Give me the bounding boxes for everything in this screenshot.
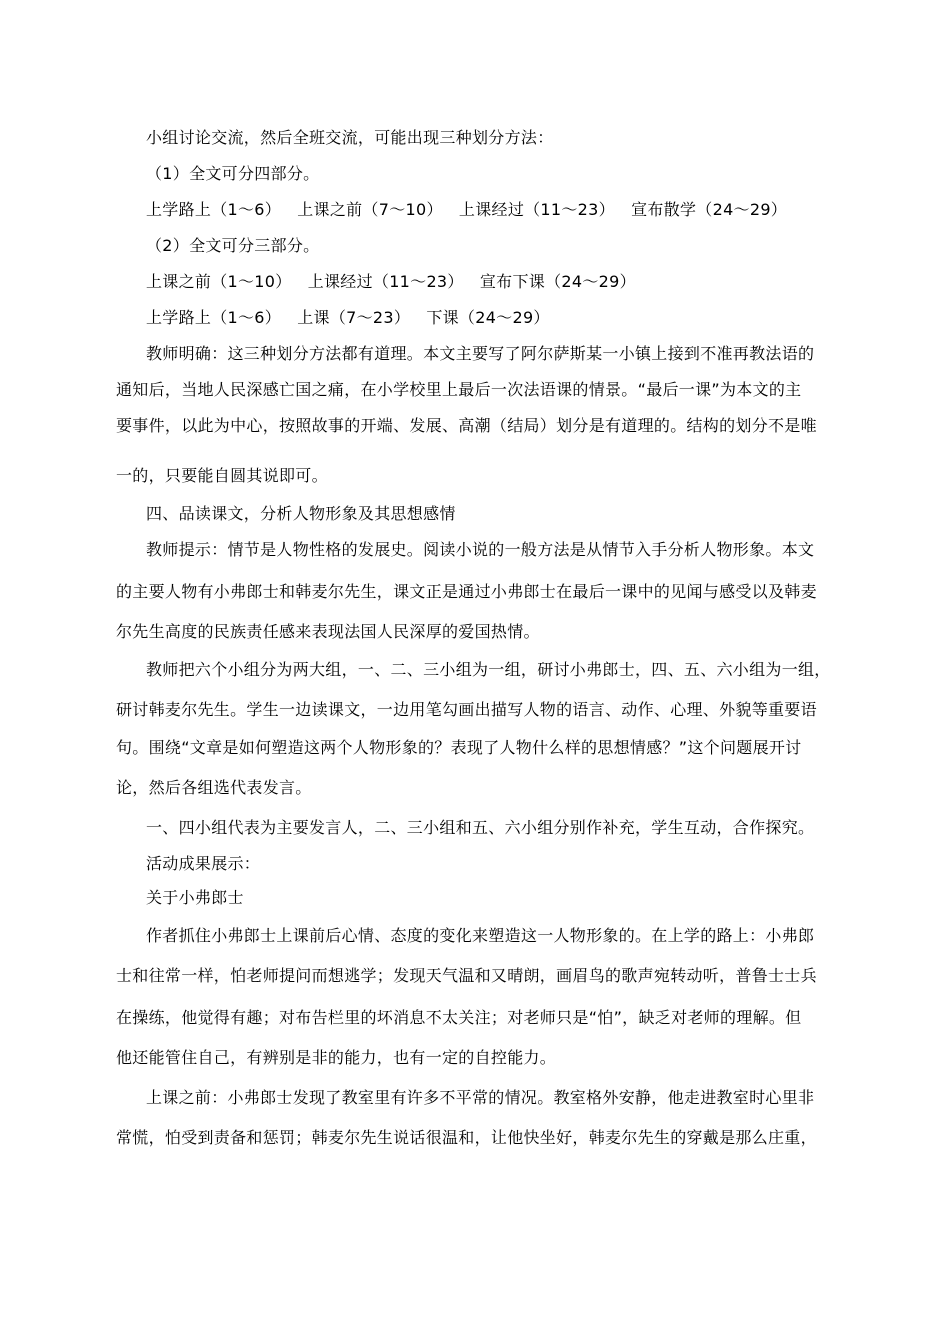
text-line: 论，然后各组选代表发言。 [116,778,312,797]
text-line: 常慌，怕受到责备和惩罚；韩麦尔先生说话很温和，让他快坐好，韩麦尔先生的穿戴是那么庄重， [116,1128,817,1147]
text-line: 一、四小组代表为主要发言人，二、三小组和五、六小组分别作补充，学生互动，合作探究。 [146,818,815,837]
section-heading: 四、品读课文，分析人物形象及其思想感情 [146,504,456,523]
text-line: 在操练，他觉得有趣；对布告栏里的坏消息不太关注；对老师只是“怕”，缺乏对老师的理解。但 [116,1008,802,1027]
text-line: 通知后，当地人民深感亡国之痛，在小学校里上最后一次法语课的情景。“最后一课”为本文的主 [116,380,802,399]
text-line: 士和往常一样，怕老师提问而想逃学；发现天气温和又晴朗，画眉鸟的歌声宛转动听，普鲁士士兵 [116,966,817,985]
text-line: 上学路上（1～6） 上课之前（7～10） 上课经过（11～23） 宣布散学（24～29） [146,200,788,219]
text-line: 要事件，以此为中心，按照故事的开端、发展、高潮（结局）划分是有道理的。结构的划分不是唯 [116,416,817,435]
text-line: （1）全文可分四部分。 [146,164,320,183]
text-line: 活动成果展示： [146,854,261,873]
text-line: 小组讨论交流，然后全班交流，可能出现三种划分方法： [146,128,554,147]
text-line: 教师明确：这三种划分方法都有道理。本文主要写了阿尔萨斯某一小镇上接到不准再教法语的 [146,344,815,363]
text-line: 句。围绕“文章是如何塑造这两个人物形象的？表现了人物什么样的思想情感？”这个问题展开讨 [116,738,802,757]
text-line: 上课之前：小弗郎士发现了教室里有许多不平常的情况。教室格外安静，他走进教室时心里非 [146,1088,815,1107]
text-line: 上学路上（1～6） 上课（7～23） 下课（24～29） [146,308,550,327]
text-line: 研讨韩麦尔先生。学生一边读课文，一边用笔勾画出描写人物的语言、动作、心理、外貌等重要语 [116,700,817,719]
text-line: 教师把六个小组分为两大组，一、二、三小组为一组，研讨小弗郎士，四、五、六小组为一组， [146,660,831,679]
subheading: 关于小弗郎士 [146,888,244,907]
text-line: 上课之前（1～10） 上课经过（11～23） 宣布下课（24～29） [146,272,636,291]
text-line: 他还能管住自己，有辨别是非的能力，也有一定的自控能力。 [116,1048,557,1067]
text-line: 尔先生高度的民族责任感来表现法国人民深厚的爱国热情。 [116,622,540,641]
text-line: 教师提示：情节是人物性格的发展史。阅读小说的一般方法是从情节入手分析人物形象。本文 [146,540,815,559]
text-line: （2）全文可分三部分。 [146,236,320,255]
text-line: 一的，只要能自圆其说即可。 [116,466,328,485]
text-line: 作者抓住小弗郎士上课前后心情、态度的变化来塑造这一人物形象的。在上学的路上：小弗郎 [146,926,815,945]
text-line: 的主要人物有小弗郎士和韩麦尔先生，课文正是通过小弗郎士在最后一课中的见闻与感受以及韩麦 [116,582,817,601]
